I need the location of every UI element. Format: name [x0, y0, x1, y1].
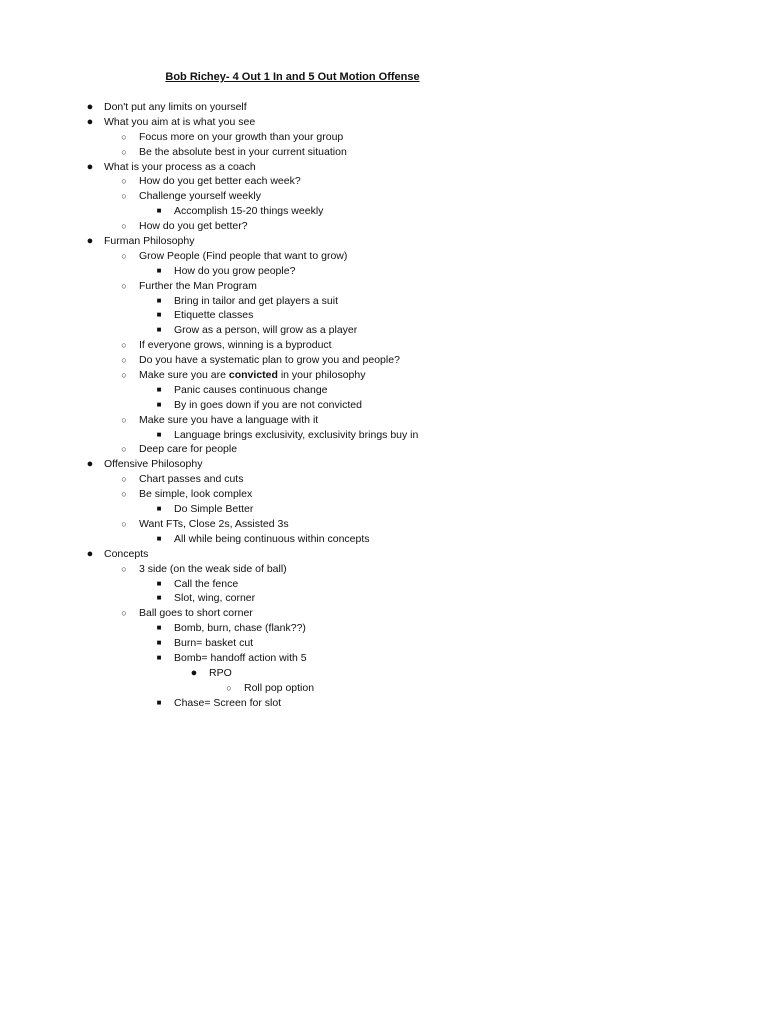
- list-item-text: How do you get better each week?: [139, 175, 301, 188]
- list-item: [0, 696, 740, 711]
- list-item: [0, 160, 740, 175]
- list-item: [0, 577, 740, 592]
- bullet-marker: ■: [156, 429, 162, 439]
- bullet-marker: ■: [156, 533, 162, 543]
- list-item-text: Do Simple Better: [174, 503, 254, 516]
- list-item: [0, 398, 740, 413]
- list-item-text: By in goes down if you are not convicted: [174, 398, 362, 411]
- list-item: [0, 621, 740, 636]
- bullet-marker: ○: [121, 355, 127, 366]
- bullet-marker: ○: [121, 370, 127, 381]
- list-item-text: Panic causes continuous change: [174, 383, 328, 396]
- list-item: [0, 651, 740, 666]
- list-item: [0, 174, 740, 189]
- list-item-text: Deep care for people: [139, 443, 238, 456]
- bullet-marker: ○: [121, 489, 127, 500]
- list-item-text: Be simple, look complex: [139, 488, 253, 501]
- list-item-text: Make sure you have a language with it: [139, 413, 319, 426]
- list-item-text: How do you grow people?: [174, 264, 296, 277]
- list-item-text: Bomb, burn, chase (flank??): [174, 622, 306, 635]
- list-item-text: Accomplish 15-20 things weekly: [174, 205, 324, 218]
- bullet-marker: ○: [121, 474, 127, 485]
- list-item: [0, 249, 740, 264]
- document-title: Bob Richey- 4 Out 1 In and 5 Out Motion Offense: [165, 71, 420, 83]
- list-item-text: Focus more on your growth than your group: [139, 130, 344, 143]
- list-item: [0, 457, 740, 472]
- list-item-text: Slot, wing, corner: [174, 592, 256, 605]
- bullet-marker: ■: [156, 295, 162, 305]
- bullet-marker: ●: [86, 547, 94, 560]
- bullet-marker: ●: [86, 101, 94, 113]
- list-item-text: Language brings exclusivity, exclusivity brings buy in: [174, 428, 419, 441]
- list-item-text: Bring in tailor and get players a suit: [174, 294, 339, 307]
- list-item-text: Concepts: [104, 547, 149, 560]
- list-item: [0, 606, 740, 621]
- list-item-text: What is your process as a coach: [104, 160, 256, 173]
- list-item-text: Bomb= handoff action with 5: [174, 651, 307, 664]
- list-item-text: Want FTs, Close 2s, Assisted 3s: [139, 517, 289, 530]
- bullet-marker: ○: [121, 146, 127, 157]
- bullet-marker: ■: [156, 310, 162, 320]
- list-item-text: Challenge yourself weekly: [139, 190, 261, 203]
- list-item: [0, 323, 740, 338]
- bullet-marker: ○: [121, 518, 127, 529]
- bullet-marker: ●: [190, 666, 198, 679]
- list-item: [0, 547, 740, 562]
- list-item-text: What you aim at is what you see: [104, 115, 256, 128]
- list-item: [0, 308, 740, 323]
- bullet-marker: ○: [226, 682, 232, 693]
- list-item: [0, 353, 740, 368]
- list-item-text: Be the absolute best in your current situation: [139, 145, 347, 158]
- list-item: [0, 472, 740, 487]
- list-item: [0, 130, 740, 145]
- list-item-text: Chart passes and cuts: [139, 473, 244, 486]
- list-item: [0, 338, 740, 353]
- bullet-marker: ○: [121, 221, 127, 232]
- list-item: [0, 204, 740, 219]
- list-item-text: 3 side (on the weak side of ball): [139, 562, 287, 575]
- list-item: [0, 562, 740, 577]
- bullet-marker: ■: [156, 325, 162, 335]
- bullet-marker: ○: [121, 340, 127, 351]
- list-item-text: Offensive Philosophy: [104, 458, 203, 471]
- list-item-text: Ball goes to short corner: [139, 607, 253, 620]
- bullet-marker: ■: [156, 578, 162, 588]
- bullet-marker: ■: [156, 652, 162, 662]
- bullet-marker: ○: [121, 608, 127, 619]
- list-item-text-bold: convicted: [228, 369, 278, 382]
- list-item-text: Grow as a person, will grow as a player: [174, 324, 358, 337]
- list-item-text: All while being continuous within concepts: [174, 532, 370, 545]
- bullet-marker: ○: [121, 414, 127, 425]
- bullet-marker: ■: [156, 504, 162, 514]
- list-item-text: [139, 368, 365, 383]
- list-item-text: Roll pop option: [244, 681, 315, 694]
- list-item-text: Further the Man Program: [139, 279, 257, 292]
- list-item: [0, 487, 740, 502]
- bullet-marker: ■: [156, 638, 162, 648]
- list-item: [0, 279, 740, 294]
- bullet-marker: ■: [156, 697, 162, 707]
- list-item-text: Furman Philosophy: [104, 235, 195, 248]
- bullet-marker: ○: [121, 563, 127, 574]
- list-item: [0, 681, 740, 696]
- list-item: [0, 502, 740, 517]
- list-item-text-before: Make sure you are: [139, 369, 229, 382]
- bullet-marker: ○: [121, 444, 127, 455]
- bullet-marker: ○: [121, 176, 127, 187]
- bullet-marker: ■: [156, 623, 162, 633]
- bullet-marker: ●: [86, 115, 94, 128]
- bullet-marker: ○: [121, 280, 127, 291]
- list-item-text: Etiquette classes: [174, 309, 254, 322]
- bullet-marker: ■: [156, 399, 162, 409]
- list-item-text: How do you get better?: [139, 220, 248, 233]
- outline-list: [0, 100, 740, 711]
- list-item: [0, 234, 740, 249]
- list-item-text: If everyone grows, winning is a byproduct: [139, 339, 332, 352]
- bullet-marker: ●: [86, 235, 94, 248]
- bullet-marker: ■: [156, 265, 162, 275]
- list-item-text: Call the fence: [174, 577, 239, 590]
- list-item: [0, 666, 740, 681]
- list-item-text: RPO: [209, 666, 232, 679]
- list-item: [0, 442, 740, 457]
- list-item-text: Grow People (Find people that want to grow): [139, 249, 348, 262]
- bullet-marker: ○: [121, 250, 127, 261]
- list-item: [0, 532, 740, 547]
- list-item: [0, 264, 740, 279]
- list-item: [0, 100, 740, 115]
- list-item: [0, 517, 740, 532]
- list-item-text-after: in your philosophy: [277, 369, 366, 382]
- bullet-marker: ■: [156, 206, 162, 216]
- list-item-text: Burn= basket cut: [174, 637, 254, 650]
- list-item: [0, 115, 740, 130]
- list-item-text: Do you have a systematic plan to grow you and people?: [139, 354, 400, 367]
- list-item: [0, 591, 740, 606]
- list-item: [0, 413, 740, 428]
- list-item: [0, 219, 740, 234]
- bullet-marker: ○: [121, 131, 127, 142]
- list-item: [0, 145, 740, 160]
- list-item: [0, 636, 740, 651]
- bullet-marker: ■: [156, 593, 162, 603]
- list-item: [0, 368, 740, 383]
- list-item-text: Chase= Screen for slot: [174, 696, 282, 709]
- bullet-marker: ●: [86, 458, 94, 471]
- list-item-text: Don't put any limits on yourself: [104, 101, 247, 113]
- bullet-marker: ■: [156, 384, 162, 394]
- bullet-marker: ●: [86, 160, 94, 173]
- bullet-marker: ○: [121, 191, 127, 202]
- list-item: [0, 189, 740, 204]
- list-item: [0, 428, 740, 443]
- list-item: [0, 383, 740, 398]
- list-item: [0, 294, 740, 309]
